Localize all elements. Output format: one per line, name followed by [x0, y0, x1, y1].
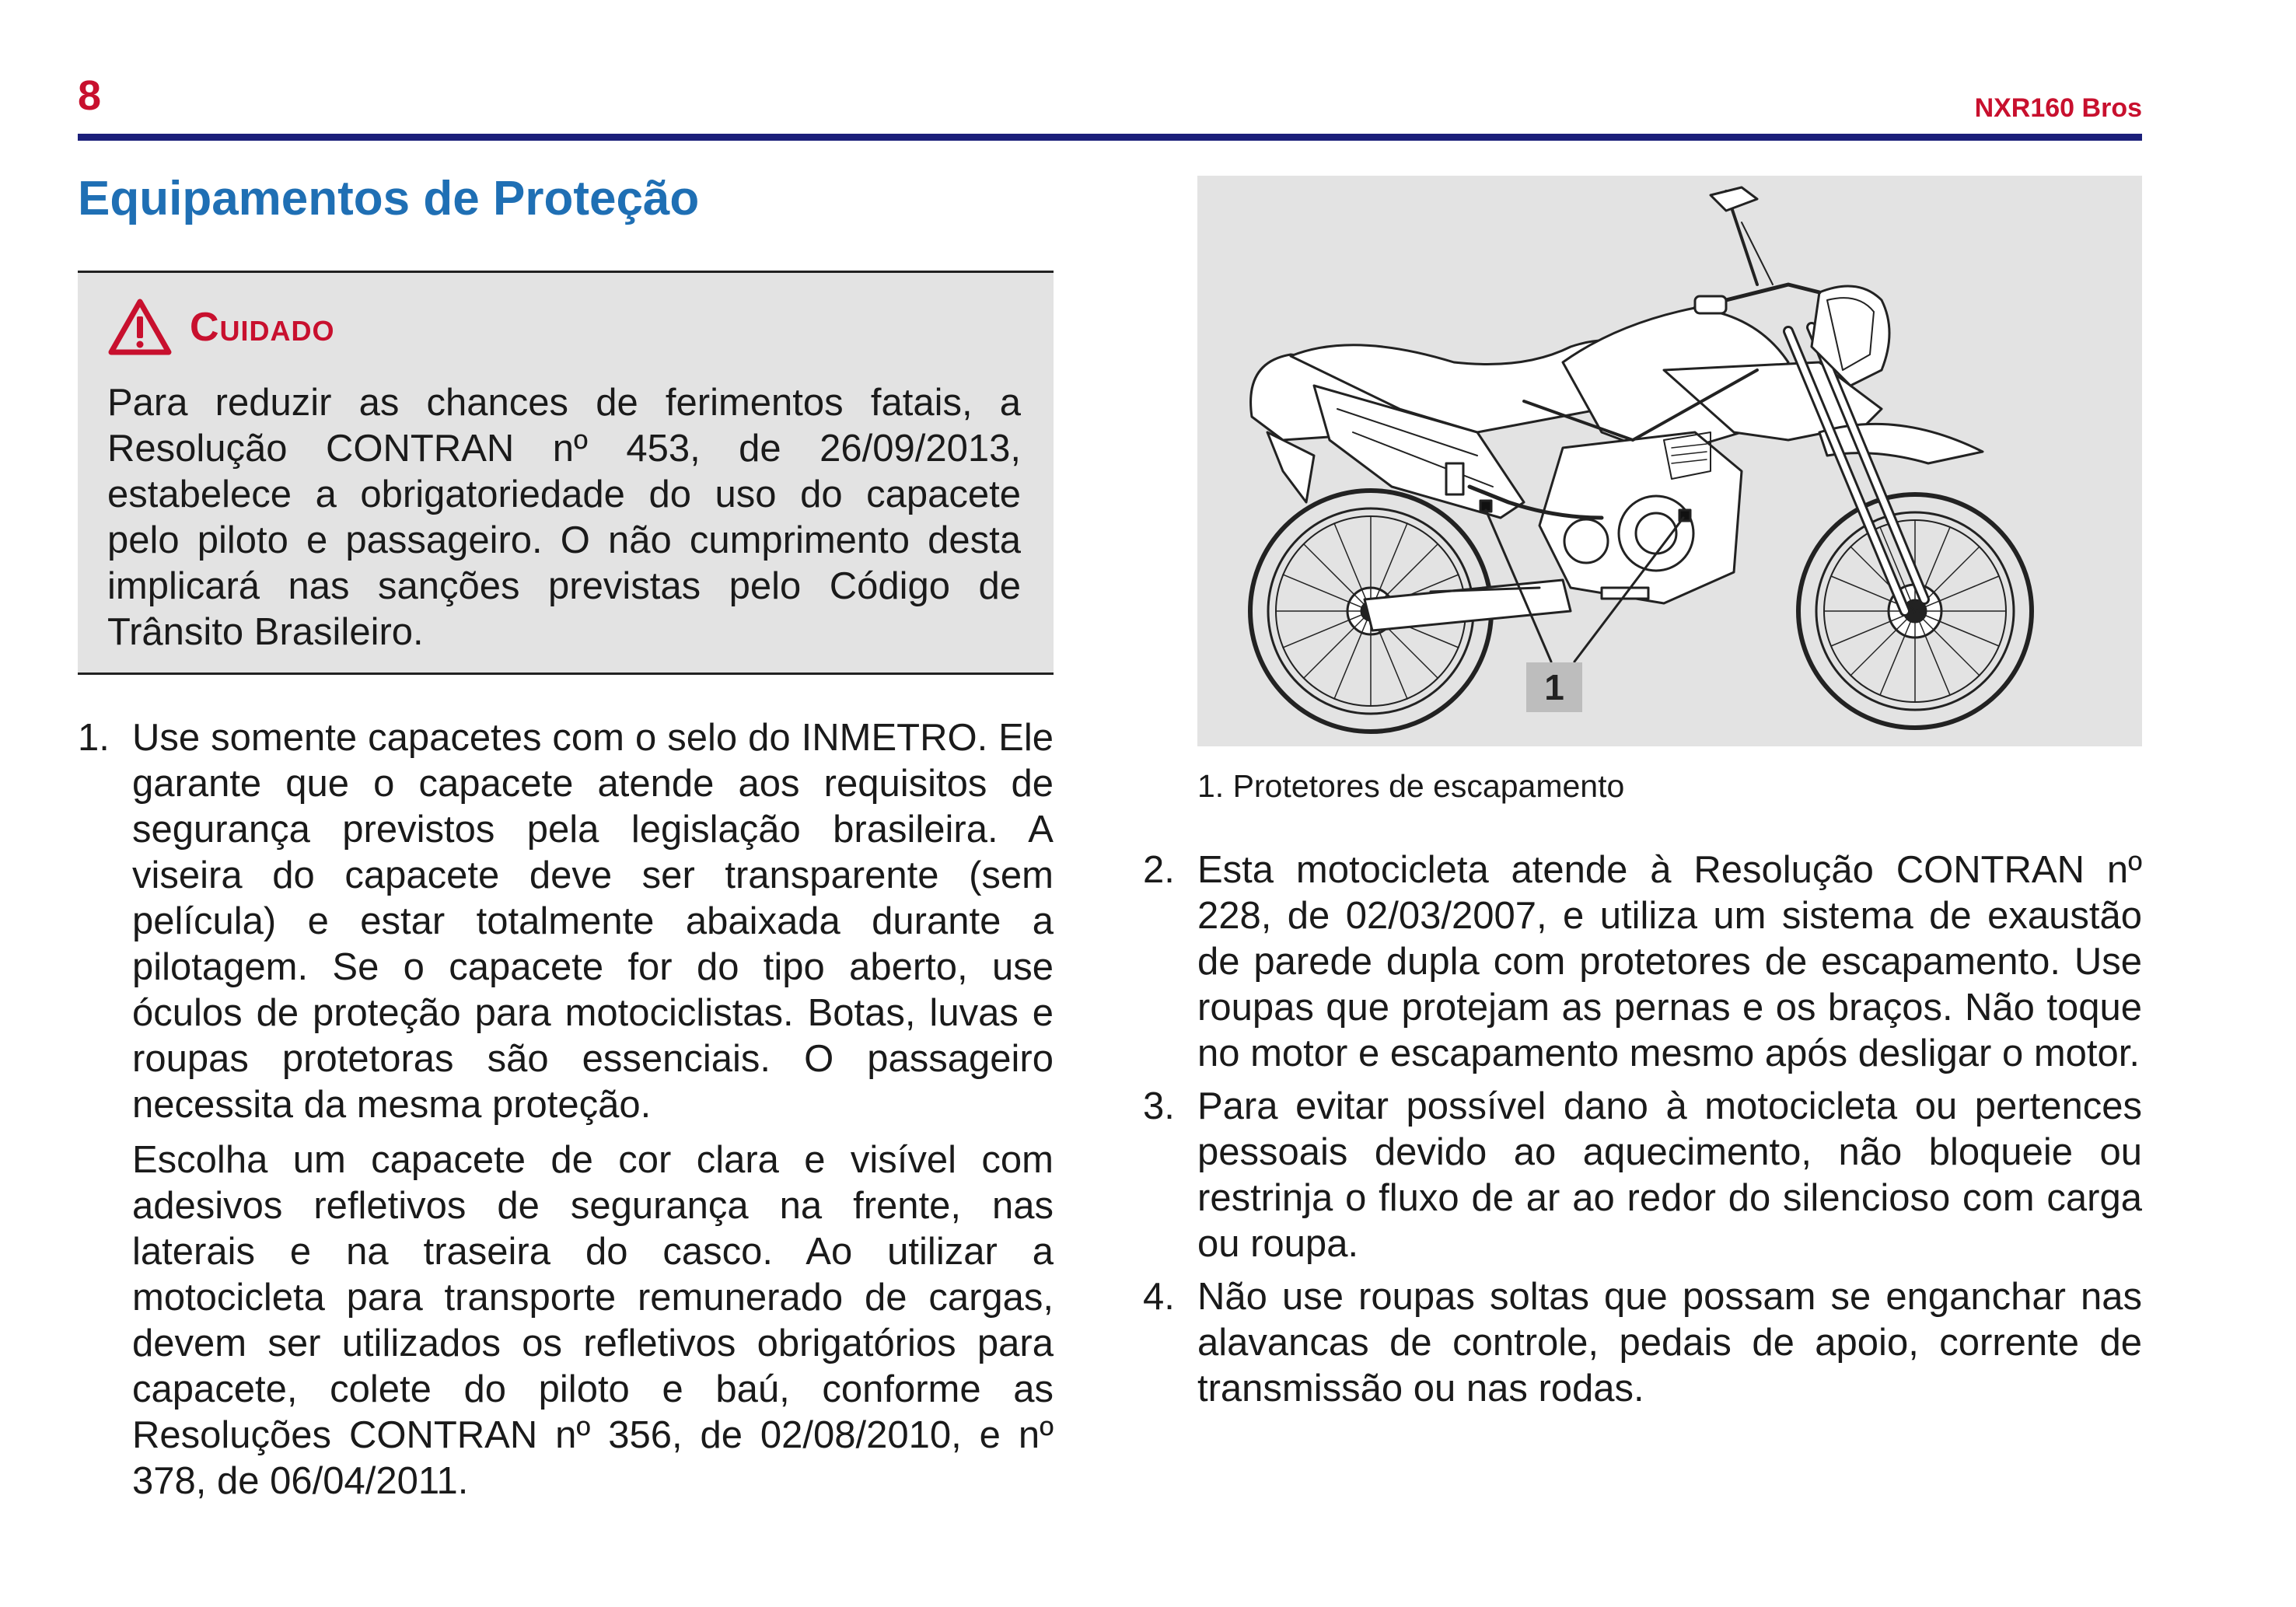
instruction-list-right	[1143, 847, 2142, 1419]
caution-title: Cuidado	[190, 305, 335, 350]
page-number: 8	[78, 72, 102, 119]
list-item-number: 2.	[1143, 849, 1175, 891]
callout-label-1: 1	[1526, 662, 1582, 712]
list-item-number: 3.	[1143, 1085, 1175, 1127]
list-item-number: 1.	[78, 717, 110, 759]
motorcycle-figure	[1197, 176, 2142, 746]
list-item-body: Para evitar possível dano à motocicleta ou pertences pessoais devido ao aquecimento, não bloqueie ou restrinja o fluxo de ar ao redor do silencioso com carga ou roupa.	[1197, 1085, 2142, 1265]
header-divider	[78, 134, 2142, 141]
list-item-number: 4.	[1143, 1276, 1175, 1318]
caution-header	[107, 296, 335, 358]
list-item-body	[132, 715, 1054, 1504]
list-item-paragraph: Escolha um capacete de cor clara e visível com adesivos refletivos de segurança na frente, nas laterais e na traseira do casco. Ao utilizar a motocicleta para transporte remunerado de cargas, devem ser utilizados os refletivos obrigatórios para capacete, colete do piloto e baú, conforme as Resoluções CONTRAN nº 356, de 02/08/2010, e nº 378, de 06/04/2011.	[132, 1139, 1054, 1502]
list-item	[1143, 1274, 2142, 1412]
list-item-body: Esta motocicleta atende à Resolução CONTRAN nº 228, de 02/03/2007, e utiliza um sistema de exaustão de parede dupla com protetores de escapamento. Use roupas que protejam as pernas e os braços. Não toque no motor e escapamento mesmo após desligar o motor.	[1197, 849, 2142, 1074]
caution-text: Para reduzir as chances de ferimentos fatais, a Resolução CONTRAN nº 453, de 26/09/2013, estabelece a obrigatoriedade do uso do capacete pelo piloto e passageiro. O não cumprimento desta implicará nas sanções previstas pelo Código de Trânsito Brasileiro.	[107, 382, 1021, 653]
list-item	[1143, 847, 2142, 1077]
instruction-list-left	[78, 715, 1054, 1504]
front-wheel-icon	[1798, 494, 2032, 728]
caution-box	[78, 271, 1054, 675]
motorcycle-illustration	[1197, 176, 2142, 746]
warning-triangle-icon	[107, 298, 173, 357]
list-item-body: Não use roupas soltas que possam se enganchar nas alavancas de controle, pedais de apoio, corrente de transmissão ou nas rodas.	[1197, 1276, 2142, 1410]
list-item	[78, 715, 1054, 1504]
list-item	[1143, 1084, 2142, 1267]
list-item-paragraph: Use somente capacetes com o selo do INMETRO. Ele garante que o capacete atende aos requisitos de segurança previstos pela legislação brasileira. A viseira do capacete deve ser transparente (sem película) e estar totalmente abaixada durante a pilotagem. Se o capacete for do tipo aberto, use óculos de proteção para motociclistas. Botas, luvas e roupas protetoras são essenciais. O passageiro necessita da mesma proteção.	[132, 717, 1054, 1126]
model-name: NXR160 Bros	[1974, 93, 2142, 123]
section-title: Equipamentos de Proteção	[78, 172, 700, 225]
figure-caption: 1. Protetores de escapamento	[1197, 768, 1625, 804]
